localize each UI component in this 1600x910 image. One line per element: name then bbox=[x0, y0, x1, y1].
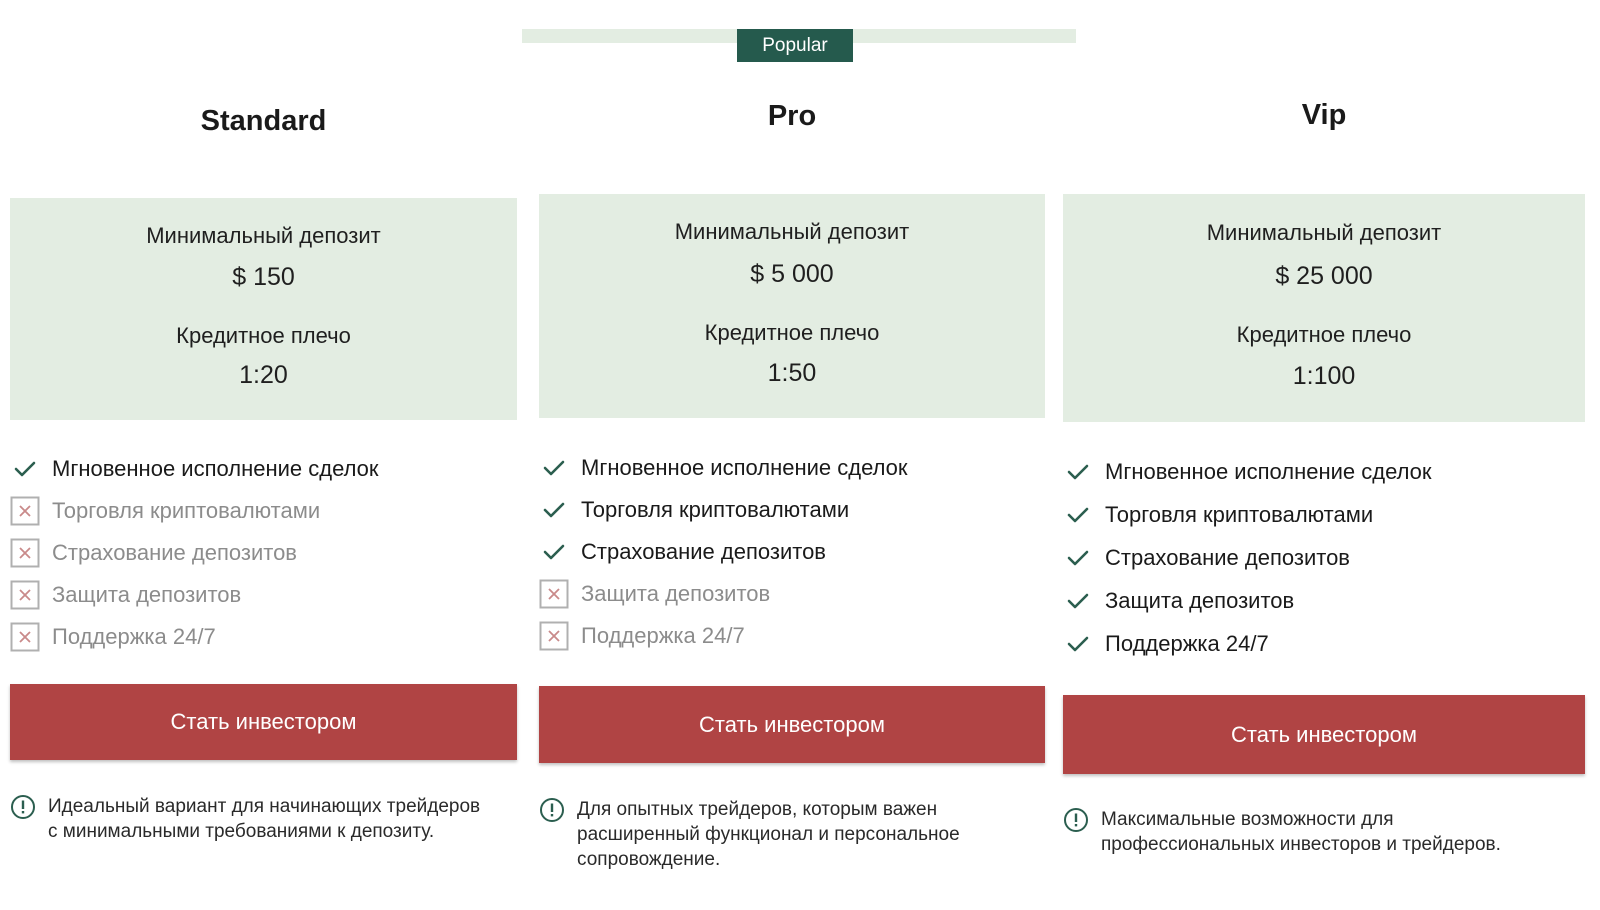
cross-box-icon bbox=[10, 538, 40, 568]
exclamation-circle-icon bbox=[10, 794, 36, 820]
become-investor-button[interactable]: Стать инвестором bbox=[10, 684, 517, 760]
cross-box-icon bbox=[10, 496, 40, 526]
plan-description bbox=[48, 794, 480, 844]
feature-item bbox=[539, 494, 849, 526]
leverage-value: 1:20 bbox=[239, 361, 288, 389]
feature-item bbox=[1063, 628, 1269, 660]
feature-item bbox=[10, 495, 320, 527]
check-icon bbox=[1063, 500, 1093, 530]
feature-text: Мгновенное исполнение сделок bbox=[1105, 459, 1432, 484]
feature-item bbox=[539, 536, 826, 568]
check-icon bbox=[1063, 586, 1093, 616]
plan-description bbox=[1101, 807, 1501, 857]
feature-item bbox=[1063, 585, 1294, 617]
feature-item bbox=[10, 579, 241, 611]
popular-badge: Popular bbox=[737, 29, 853, 62]
check-icon bbox=[10, 454, 40, 484]
feature-item bbox=[10, 537, 297, 569]
plan-note bbox=[10, 794, 517, 844]
feature-text: Мгновенное исполнение сделок bbox=[52, 456, 379, 481]
deposit-label: Минимальный депозит bbox=[146, 223, 381, 248]
feature-item bbox=[10, 453, 379, 485]
feature-text: Поддержка 24/7 bbox=[52, 624, 216, 649]
feature-item bbox=[539, 620, 745, 652]
plan-info-box bbox=[10, 198, 517, 420]
plan-title: Vip bbox=[1301, 99, 1347, 131]
note-line: Для опытных трейдеров, которым важен bbox=[577, 799, 938, 820]
feature-item bbox=[539, 578, 770, 610]
check-icon bbox=[539, 495, 569, 525]
leverage-value: 1:50 bbox=[767, 359, 817, 387]
feature-text: Защита депозитов bbox=[581, 581, 771, 606]
check-icon bbox=[539, 453, 569, 483]
feature-text: Поддержка 24/7 bbox=[581, 623, 745, 648]
feature-text: Страхование депозитов bbox=[581, 539, 826, 564]
deposit-value: $ 5 000 bbox=[750, 260, 834, 288]
plan-info-box bbox=[1063, 194, 1585, 422]
plan-note bbox=[539, 797, 1045, 872]
feature-item bbox=[1063, 456, 1432, 488]
deposit-label: Минимальный депозит bbox=[674, 219, 910, 244]
deposit-label: Минимальный депозит bbox=[1206, 220, 1442, 245]
cross-box-icon bbox=[10, 622, 40, 652]
check-icon bbox=[1063, 457, 1093, 487]
note-line: Максимальные возможности для bbox=[1101, 809, 1394, 830]
feature-item bbox=[10, 621, 216, 653]
deposit-value: $ 150 bbox=[232, 263, 295, 291]
plan-title: Pro bbox=[767, 100, 817, 132]
plan-info-box bbox=[539, 194, 1045, 418]
feature-text: Торговля криптовалютами bbox=[52, 498, 321, 523]
note-line: Идеальный вариант для начинающих трейдеров bbox=[48, 796, 481, 817]
become-investor-button[interactable]: Стать инвестором bbox=[1063, 695, 1585, 774]
feature-text: Защита депозитов bbox=[52, 582, 242, 607]
become-investor-button[interactable]: Стать инвестором bbox=[539, 686, 1045, 763]
cross-box-icon bbox=[10, 580, 40, 610]
feature-item bbox=[1063, 499, 1373, 531]
plan-description bbox=[577, 797, 960, 872]
check-icon bbox=[1063, 543, 1093, 573]
leverage-value: 1:100 bbox=[1292, 362, 1356, 390]
feature-text: Страхование депозитов bbox=[52, 540, 297, 565]
note-line: профессиональных инвесторов и трейдеров. bbox=[1101, 834, 1501, 855]
feature-text: Торговля криптовалютами bbox=[581, 497, 850, 522]
note-line: с минимальными требованиями к депозиту. bbox=[48, 821, 435, 842]
note-line: сопровождение. bbox=[577, 849, 721, 870]
check-icon bbox=[539, 537, 569, 567]
feature-text: Торговля криптовалютами bbox=[1105, 502, 1374, 527]
leverage-label: Кредитное плечо bbox=[176, 323, 351, 348]
exclamation-circle-icon bbox=[1063, 807, 1089, 833]
plan-note bbox=[1063, 807, 1585, 857]
feature-text: Защита депозитов bbox=[1105, 588, 1295, 613]
cross-box-icon bbox=[539, 579, 569, 609]
feature-text: Поддержка 24/7 bbox=[1105, 631, 1269, 656]
plan-title: Standard bbox=[200, 105, 327, 137]
note-line: расширенный функционал и персональное bbox=[577, 824, 960, 845]
leverage-label: Кредитное плечо bbox=[1236, 322, 1412, 347]
deposit-value: $ 25 000 bbox=[1275, 262, 1373, 290]
feature-item bbox=[539, 452, 908, 484]
cross-box-icon bbox=[539, 621, 569, 651]
feature-text: Мгновенное исполнение сделок bbox=[581, 455, 908, 480]
feature-item bbox=[1063, 542, 1350, 574]
feature-text: Страхование депозитов bbox=[1105, 545, 1350, 570]
check-icon bbox=[1063, 629, 1093, 659]
leverage-label: Кредитное плечо bbox=[704, 320, 880, 345]
exclamation-circle-icon bbox=[539, 797, 565, 823]
